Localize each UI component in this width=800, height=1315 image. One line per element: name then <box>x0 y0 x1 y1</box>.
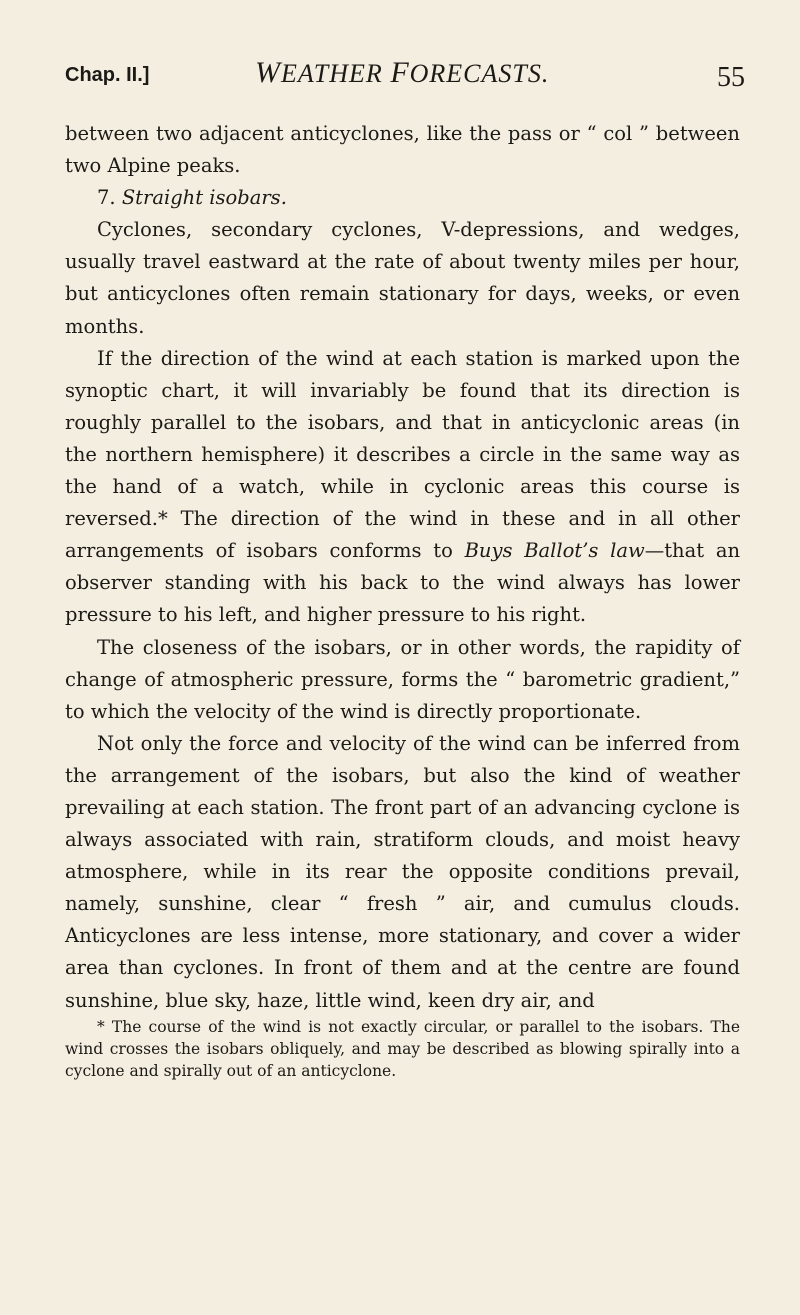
section-heading-title: Straight isobars. <box>121 186 287 210</box>
running-title-part-1: EATHER <box>281 59 391 88</box>
chapter-label: Chap. II.] <box>65 64 150 86</box>
paragraph-continuation: between two adjacent anticyclones, like the pass or “ col ” between two Alpine peaks. <box>65 122 740 178</box>
page-number: 55 <box>717 62 745 93</box>
buys-ballot-law: Buys Ballot’s law <box>464 539 645 563</box>
paragraph-wind-direction <box>65 343 740 632</box>
paragraph-wind-direction-part-1: If the direction of the wind at each station is marked upon the synoptic chart, it will invariably be found that its direction is roughly parallel to the isobars, and that in anticyclonic areas (in the northern hemisphere) it describes a circle in the same way as the hand of a watch, while in cyclonic areas this course is reversed.* The direction of the wind in these and in all other arrangements of isobars conforms to <box>65 346 740 563</box>
running-title-part-2: ORECASTS. <box>409 59 550 88</box>
paragraph-weather-types: Not only the force and velocity of the wind can be inferred from the arrangement of the isobars, but also the kind of weather prevailing at each station. The front part of an advancing cyclone is always associated with rain, stratiform clouds, and moist heavy atmosphere, while in its rear the opposite conditions prevail, namely, sunshine, clear “ fresh ” air, and cumulus clouds. Anticyclones are less intense, more stationary, and cover a wider area than cyclones. In front of them and at the centre are found sunshine, blue sky, haze, little wind, keen dry air, and <box>65 731 740 1012</box>
running-head <box>65 56 745 104</box>
body-text <box>65 118 740 1017</box>
paragraph-barometric-gradient: The closeness of the isobars, or in other words, the rapidity of change of atmospheric pressure, forms the “ barometric gradient,” to which the velocity of the wind is directly proportionate. <box>65 635 740 723</box>
paragraph-wind-direction-part-2: —that an observer standing with his back to the wind always has lower pressure to his left, and higher pressure to his right. <box>65 539 740 627</box>
running-title-initial-w: W <box>255 56 281 89</box>
running-title-initial-f: F <box>390 56 410 89</box>
section-heading <box>65 182 740 214</box>
footnote: * The course of the wind is not exactly circular, or parallel to the isobars. The wind crosses the isobars obliquely, and may be described as blowing spirally into a cyclone and spirally out of an anticyclone. <box>65 1018 740 1080</box>
section-number: 7. <box>97 186 122 210</box>
running-title <box>255 56 549 90</box>
paragraph-cyclone-travel: Cyclones, secondary cyclones, V-depressions, and wedges, usually travel eastward at the rate of about twenty miles per hour, but anticyclones often remain stationary for days, weeks, or even months. <box>65 218 740 338</box>
